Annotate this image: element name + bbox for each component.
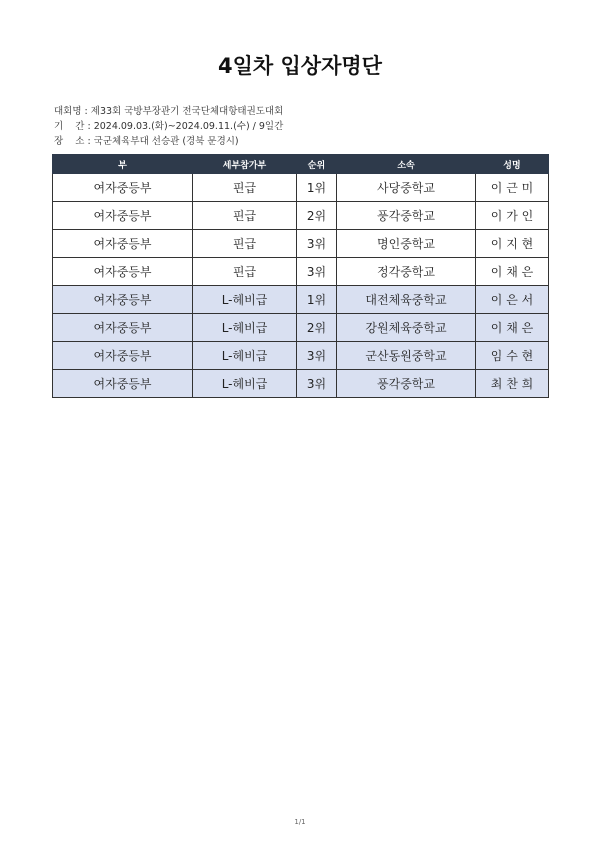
- page-title: 4일차 입상자명단: [218, 54, 382, 78]
- period-info-line: [54, 118, 283, 132]
- cell-weight-class: 핀급: [193, 230, 297, 258]
- event-label: 대회명 :: [54, 106, 88, 117]
- cell-rank: 3위: [297, 370, 337, 398]
- table-row: [53, 230, 549, 258]
- cell-division: 여자중등부: [53, 202, 193, 230]
- cell-weight-class: L-헤비급: [193, 314, 297, 342]
- cell-division: 여자중등부: [53, 230, 193, 258]
- cell-name: 이 가 인: [476, 202, 549, 230]
- period-label: 기 간 :: [54, 121, 91, 132]
- header-weight-class: 세부참가부: [193, 155, 297, 174]
- cell-weight-class: L-헤비급: [193, 370, 297, 398]
- period-value: 2024.09.03.(화)~2024.09.11.(수) / 9일간: [93, 121, 284, 132]
- cell-affiliation: 사당중학교: [337, 174, 476, 202]
- cell-name: 이 채 은: [476, 258, 549, 286]
- venue-label: 장 소 :: [54, 136, 91, 147]
- cell-weight-class: L-헤비급: [193, 286, 297, 314]
- cell-division: 여자중등부: [53, 342, 193, 370]
- table-row: [53, 342, 549, 370]
- cell-name: 임 수 현: [476, 342, 549, 370]
- cell-affiliation: 군산동원중학교: [337, 342, 476, 370]
- cell-affiliation: 대전체육중학교: [337, 286, 476, 314]
- event-info-line: [54, 103, 283, 117]
- table-row: [53, 202, 549, 230]
- cell-rank: 3위: [297, 230, 337, 258]
- cell-affiliation: 명인중학교: [337, 230, 476, 258]
- cell-affiliation: 풍각중학교: [337, 202, 476, 230]
- table-row: [53, 174, 549, 202]
- table-row: [53, 314, 549, 342]
- cell-weight-class: L-헤비급: [193, 342, 297, 370]
- cell-name: 최 찬 희: [476, 370, 549, 398]
- cell-rank: 1위: [297, 174, 337, 202]
- cell-name: 이 지 현: [476, 230, 549, 258]
- cell-affiliation: 정각중학교: [337, 258, 476, 286]
- table-header-row: [53, 155, 549, 174]
- header-affiliation: 소속: [337, 155, 476, 174]
- cell-affiliation: 풍각중학교: [337, 370, 476, 398]
- cell-rank: 1위: [297, 286, 337, 314]
- venue-info-line: [54, 133, 239, 147]
- table-row: [53, 258, 549, 286]
- cell-rank: 2위: [297, 314, 337, 342]
- header-name: 성명: [476, 155, 549, 174]
- header-division: 부: [53, 155, 193, 174]
- cell-rank: 3위: [297, 258, 337, 286]
- table-row: [53, 286, 549, 314]
- cell-rank: 2위: [297, 202, 337, 230]
- cell-name: 이 은 서: [476, 286, 549, 314]
- venue-value: 국군체육부대 선승관 (경북 문경시): [93, 136, 239, 147]
- cell-division: 여자중등부: [53, 370, 193, 398]
- cell-name: 이 근 미: [476, 174, 549, 202]
- header-rank: 순위: [297, 155, 337, 174]
- page-number: 1/1: [294, 818, 306, 826]
- cell-division: 여자중등부: [53, 286, 193, 314]
- cell-division: 여자중등부: [53, 258, 193, 286]
- table-row: [53, 370, 549, 398]
- cell-name: 이 채 은: [476, 314, 549, 342]
- cell-weight-class: 핀급: [193, 258, 297, 286]
- cell-rank: 3위: [297, 342, 337, 370]
- cell-division: 여자중등부: [53, 314, 193, 342]
- winners-table: [52, 154, 549, 398]
- event-value: 제33회 국방부장관기 전국단체대항태권도대회: [90, 106, 284, 117]
- cell-weight-class: 핀급: [193, 202, 297, 230]
- cell-division: 여자중등부: [53, 174, 193, 202]
- cell-affiliation: 강원체육중학교: [337, 314, 476, 342]
- cell-weight-class: 핀급: [193, 174, 297, 202]
